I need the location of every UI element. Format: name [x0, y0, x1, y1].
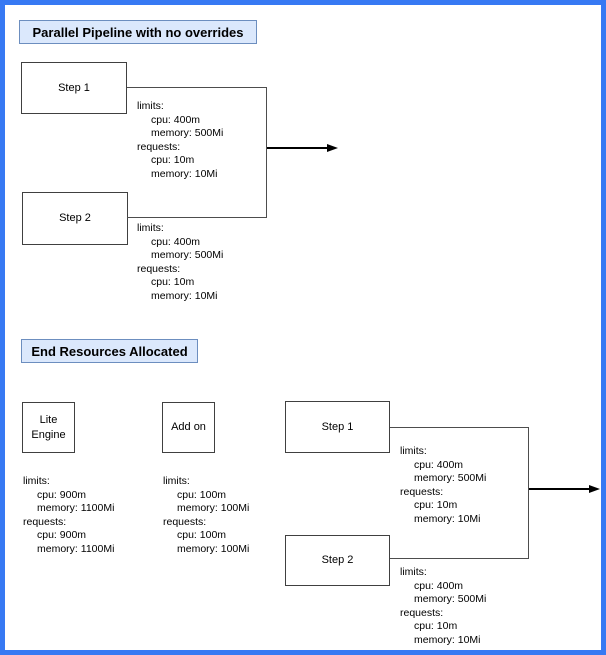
resource-line: cpu: 10m: [414, 620, 458, 632]
section1-title-label: Parallel Pipeline with no overrides: [32, 24, 244, 40]
resource-line: cpu: 400m: [414, 579, 464, 592]
resource-line: cpu: 10m: [151, 154, 195, 166]
section1-title: [19, 20, 257, 44]
resource-line: memory: 100Mi: [177, 542, 250, 555]
section1-step2-label: Step 2: [59, 212, 91, 224]
resource-line: memory: 10Mi: [151, 167, 218, 180]
resource-line: limits:: [163, 475, 190, 487]
resource-line: cpu: 10m: [151, 276, 195, 288]
resource-line: memory: 10Mi: [414, 633, 481, 646]
resource-line: memory: 1100Mi: [37, 502, 115, 514]
section1-step1-resources: [137, 100, 223, 181]
resource-line: requests:: [400, 485, 444, 498]
resource-line: memory: 1100Mi: [37, 542, 115, 555]
section2-step2-label: Step 2: [321, 554, 354, 566]
resource-line: memory: 500Mi: [151, 127, 224, 139]
section1-step1-label: Step 1: [58, 81, 90, 94]
resource-line: limits:: [400, 445, 427, 457]
section2-arrowhead-icon: [589, 485, 600, 493]
section1-arrow-line: [267, 147, 329, 149]
resource-line: requests:: [400, 606, 444, 619]
resource-line: requests:: [23, 515, 67, 528]
section1-step2-box: [22, 192, 128, 245]
section2-step1-resources: [400, 445, 486, 526]
resource-line: requests:: [137, 262, 181, 275]
resource-line: cpu: 10m: [414, 499, 458, 511]
section1-arrowhead-icon: [327, 144, 338, 152]
resource-line: cpu: 900m: [37, 529, 87, 541]
section2-title-label: End Resources Allocated: [31, 343, 188, 359]
section1-step2-resources: [137, 222, 223, 303]
resource-line: memory: 10Mi: [151, 289, 218, 302]
section1-step1-box: [21, 62, 127, 114]
resource-line: cpu: 400m: [151, 235, 201, 248]
resource-line: cpu: 400m: [151, 113, 201, 126]
section2-step2-box: [285, 535, 390, 586]
resource-line: memory: 10Mi: [414, 512, 481, 525]
resource-line: cpu: 100m: [177, 488, 227, 501]
section2-step1-label: Step 1: [321, 420, 354, 433]
section2-arrow-line: [529, 488, 590, 490]
resource-line: limits:: [400, 566, 427, 578]
section2-step2-resources: [400, 566, 486, 647]
resource-line: limits:: [23, 475, 50, 487]
resource-line: memory: 500Mi: [151, 249, 224, 261]
resource-line: requests:: [137, 140, 181, 153]
resource-line: memory: 100Mi: [177, 502, 250, 514]
resource-line: cpu: 900m: [37, 488, 87, 501]
resource-line: memory: 500Mi: [414, 472, 487, 484]
section2-title: [21, 339, 198, 363]
lite-engine-resources: [23, 475, 114, 556]
resource-line: cpu: 400m: [414, 458, 464, 471]
resource-line: limits:: [137, 222, 164, 234]
resource-line: limits:: [137, 100, 164, 112]
resource-line: cpu: 100m: [177, 529, 227, 541]
addon-box: [162, 402, 215, 453]
addon-resources: [163, 475, 249, 556]
lite-engine-box: [22, 402, 75, 453]
resource-line: requests:: [163, 515, 207, 528]
section2-step1-box: [285, 401, 390, 453]
resource-line: memory: 500Mi: [414, 593, 487, 605]
lite-engine-label: Lite Engine: [31, 413, 66, 441]
addon-label: Add on: [171, 421, 206, 433]
